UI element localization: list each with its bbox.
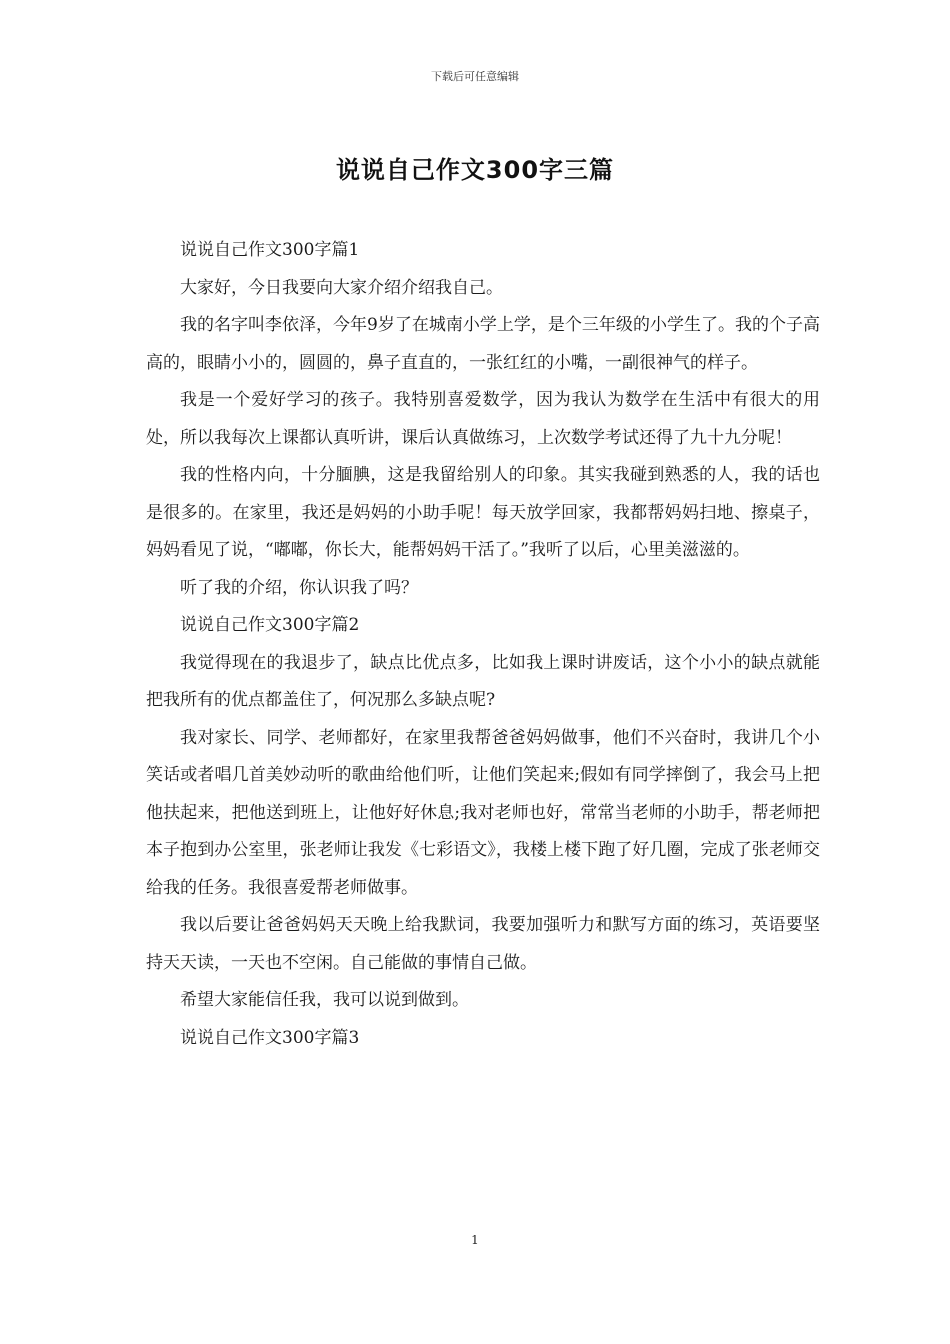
- section-heading-3: 说说自己作文300字篇3: [180, 1027, 360, 1048]
- paragraph: 我的名字叫李依泽，今年9岁了在城南小学上学，是个三年级的小学生了。我的个子高高的，眼睛小小的，圆圆的，鼻子直直的，一张红红的小嘴，一副很神气的样子。: [146, 315, 820, 373]
- paragraph: 听了我的介绍，你认识我了吗？: [180, 577, 418, 598]
- document-body: [146, 232, 820, 1057]
- paragraph: 我以后要让爸爸妈妈天天晚上给我默词，我要加强听力和默写方面的练习，英语要坚持天天读，一天也不空闲。自己能做的事情自己做。: [146, 915, 820, 973]
- paragraph: 大家好，今日我要向大家介绍介绍我自己。: [180, 277, 503, 298]
- paragraph: 我对家长、同学、老师都好，在家里我帮爸爸妈妈做事，他们不兴奋时，我讲几个小笑话或者唱几首美妙动听的歌曲给他们听，让他们笑起来;假如有同学摔倒了，我会马上把他扶起来，把他送到班上，让他好好休息;我对老师也好，常常当老师的小助手，帮老师把本子抱到办公室里，张老师让我发《七彩语文》，我楼上楼下跑了好几圈，完成了张老师交给我的任务。我很喜爱帮老师做事。: [146, 727, 820, 898]
- paragraph: 我觉得现在的我退步了，缺点比优点多，比如我上课时讲废话，这个小小的缺点就能把我所有的优点都盖住了，何况那么多缺点呢?: [146, 652, 820, 710]
- paragraph: 我的性格内向，十分腼腆，这是我留给别人的印象。其实我碰到熟悉的人，我的话也是很多的。在家里，我还是妈妈的小助手呢！每天放学回家，我都帮妈妈扫地、擦桌子，妈妈看见了说，“嘟嘟，你长大，能帮妈妈干活了。”我听了以后，心里美滋滋的。: [146, 465, 820, 560]
- section-heading-2: 说说自己作文300字篇2: [180, 615, 360, 635]
- section-heading-1: 说说自己作文300字篇1: [180, 240, 360, 260]
- document-title: 说说自己作文300字三篇: [335, 156, 615, 184]
- page-number: 1: [471, 1233, 479, 1247]
- paragraph: 我是一个爱好学习的孩子。我特别喜爱数学，因为我认为数学在生活中有很大的用处，所以我每次上课都认真听讲，课后认真做练习，上次数学考试还得了九十九分呢！: [146, 390, 820, 448]
- paragraph: 希望大家能信任我，我可以说到做到。: [180, 990, 469, 1010]
- header-note: 下载后可任意编辑: [431, 70, 519, 83]
